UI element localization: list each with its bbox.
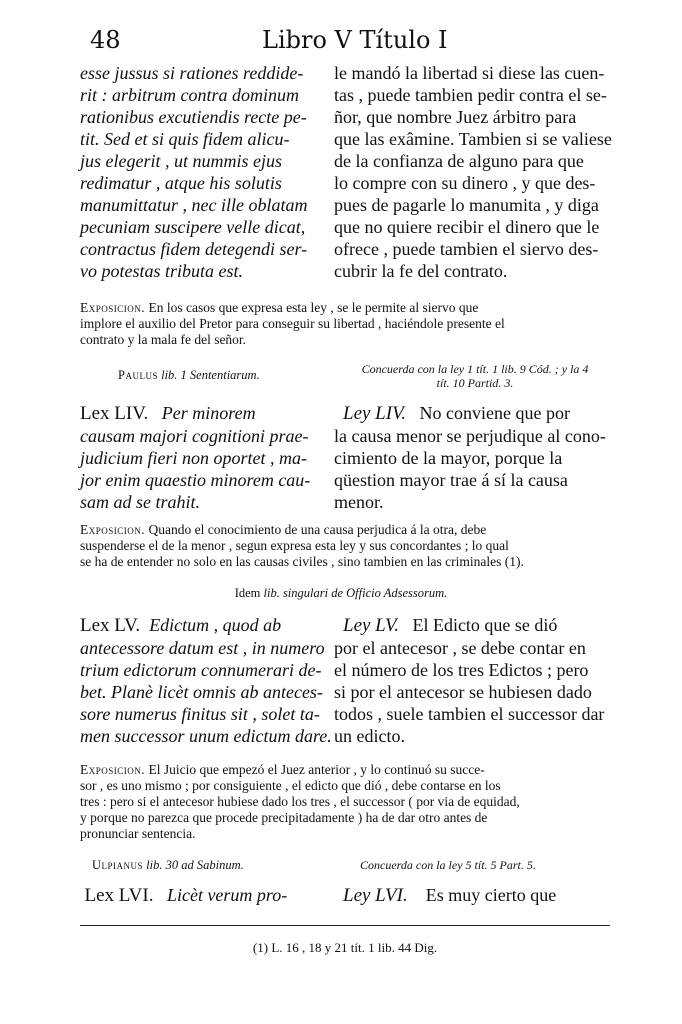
- latin-text-column: [80, 402, 318, 513]
- latin-line: tit. Sed et si quis fidem alicu-: [80, 129, 290, 149]
- lex-number-label: Lex LVI.: [84, 885, 154, 906]
- latin-line: men successor unum edictum dare.: [80, 726, 332, 746]
- spanish-line: que no quiere recibir el dinero que le: [334, 217, 600, 237]
- source-citation: [92, 858, 244, 873]
- exposicion-paragraph: [80, 522, 615, 570]
- source-work: lib. 30 ad Sabinum.: [146, 858, 244, 872]
- spanish-line: Ley LIV. No conviene que por: [343, 403, 570, 424]
- latin-line: manumittatur , nec ille oblatam: [80, 195, 308, 215]
- lex-number-label: Lex LV.: [80, 615, 141, 636]
- spanish-line: qüestion mayor trae á sí la causa: [334, 470, 568, 490]
- footnote-divider: [80, 925, 610, 926]
- source-author: Paulus: [118, 368, 158, 382]
- spanish-line: le mandó la libertad si diese las cuen-: [334, 63, 605, 83]
- exposicion-label: Exposicion.: [80, 522, 146, 537]
- latin-line: trium edictorum connumerari de-: [80, 660, 322, 680]
- exposicion-line: contrato y la mala fe del señor.: [80, 332, 247, 347]
- spanish-line: cubrir la fe del contrato.: [334, 261, 508, 281]
- source-citation: [118, 368, 260, 383]
- exposicion-label: Exposicion.: [80, 762, 146, 777]
- spanish-line: pues de pagarle lo manumita , y diga: [334, 195, 599, 215]
- exposicion-line: Exposicion. El Juicio que empezó el Juez anterior , y lo continuó su succe-: [80, 762, 485, 777]
- concordance-note: [360, 858, 600, 872]
- concordance-note: [330, 362, 620, 390]
- source-author: Idem: [234, 586, 261, 600]
- latin-line: Lex LV. Edictum , quod ab: [80, 615, 282, 636]
- latin-line: redimatur , atque his solutis: [80, 173, 282, 193]
- latin-line: jus elegerit , ut nummis ejus: [80, 151, 282, 171]
- spanish-line: Ley LVI. Es muy cierto que: [343, 885, 557, 906]
- latin-line: sore numerus finitus sit , solet ta-: [80, 704, 320, 724]
- spanish-line: tas , puede tambien pedir contra el se-: [334, 85, 607, 105]
- latin-line: jor enim quaestio minorem cau-: [80, 470, 311, 490]
- latin-line: Lex LIV. Per minorem: [80, 403, 256, 424]
- spanish-line: un edicto.: [334, 726, 405, 746]
- latin-line: antecessore datum est , in numero: [80, 638, 325, 658]
- latin-line: judicium fieri non oportet , ma-: [80, 448, 307, 468]
- exposicion-line: se ha de entender no solo en las causas civiles , sino tambien en las criminales (1).: [80, 554, 524, 569]
- latin-text-column: [80, 614, 332, 747]
- spanish-line: menor.: [334, 492, 384, 512]
- exposicion-line: Exposicion. Quando el conocimiento de una causa perjudica á la otra, debe: [80, 522, 487, 537]
- footnote: (1) L. 16 , 18 y 21 tít. 1 lib. 44 Dig.: [252, 940, 438, 955]
- spanish-line: la causa menor se perjudique al cono-: [334, 426, 606, 446]
- source-work: lib. 1 Sententiarum.: [161, 368, 260, 382]
- exposicion-line: tres : pero si el antecesor hubiese dado los tres , el successor ( por via de equidad,: [80, 794, 520, 809]
- spanish-line: lo compre con su dinero , y que des-: [334, 173, 596, 193]
- exposicion-line: suspenderse el de la menor , segun expresa esta ley y sus concordantes ; lo qual: [80, 538, 509, 553]
- latin-line: rit : arbitrum contra dominum: [80, 85, 300, 105]
- page-header: [80, 22, 615, 56]
- exposicion-paragraph: [80, 762, 615, 842]
- spanish-line: por el antecesor , se debe contar en: [334, 638, 586, 658]
- lex-number-label: Lex LIV.: [80, 403, 149, 424]
- latin-line: vo potestas tributa est.: [80, 261, 243, 281]
- spanish-line: Ley LV. El Edicto que se dió: [343, 615, 558, 636]
- latin-line: contractus fidem detegendi ser-: [80, 239, 308, 259]
- latin-line: pecuniam suscipere velle dicat,: [80, 217, 306, 237]
- latin-line: rationibus excutiendis recte pe-: [80, 107, 307, 127]
- latin-line: sam ad se trahit.: [80, 492, 201, 512]
- spanish-line: ñor, que nombre Juez árbitro para: [334, 107, 577, 127]
- spanish-line: el número de los tres Edictos ; pero: [334, 660, 589, 680]
- exposicion-line: Exposicion. En los casos que expresa esta ley , se le permite al siervo que: [80, 300, 479, 315]
- page-number: 48: [90, 26, 121, 54]
- spanish-line: de la confianza de alguno para que: [334, 151, 584, 171]
- concordance-line: Concuerda con la ley 1 tít. 1 lib. 9 Cód. ; y la 4: [361, 362, 589, 376]
- latin-line: Lex LVI. Licèt verum pro-: [84, 885, 288, 906]
- spanish-line: todos , suele tambien el successor dar: [334, 704, 605, 724]
- concordance-line: tít. 10 Partid. 3.: [436, 376, 514, 390]
- spanish-text-column: [334, 614, 615, 747]
- source-work: lib. singulari de Officio Adsessorum.: [263, 586, 448, 600]
- exposicion-paragraph: [80, 300, 615, 348]
- exposicion-line: sor , es uno mismo ; por consiguiente , el edicto que dió , debe contarse en los: [80, 778, 501, 793]
- latin-text-column: [80, 884, 318, 907]
- latin-text-column: [80, 62, 318, 282]
- ley-number-label: Ley LIV.: [343, 403, 406, 424]
- source-author: Ulpianus: [92, 858, 144, 872]
- source-citation: [0, 586, 682, 601]
- latin-line: causam majori cognitioni prae-: [80, 426, 309, 446]
- exposicion-line: pronunciar sentencia.: [80, 826, 196, 841]
- exposicion-label: Exposicion.: [80, 300, 146, 315]
- spanish-line: ofrece , puede tambien el siervo des-: [334, 239, 599, 259]
- spanish-text-column: [334, 402, 615, 513]
- spanish-text-column: [334, 62, 615, 282]
- spanish-line: si por el antecesor se hubiesen dado: [334, 682, 592, 702]
- latin-line: bet. Planè licèt omnis ab anteces-: [80, 682, 323, 702]
- latin-line: esse jussus si rationes reddide-: [80, 63, 304, 83]
- exposicion-line: y porque no parezca que procede precipitadamente ) ha de dar otro antes de: [80, 810, 488, 825]
- running-title: Libro V Título I: [262, 26, 448, 54]
- spanish-line: que las exâmine. Tambien si se valiese: [334, 129, 612, 149]
- ley-number-label: Ley LVI.: [343, 885, 408, 906]
- spanish-line: cimiento de la mayor, porque la: [334, 448, 563, 468]
- concordance-line: Concuerda con la ley 5 tít. 5 Part. 5.: [360, 858, 536, 872]
- ley-number-label: Ley LV.: [343, 615, 399, 636]
- exposicion-line: implore el auxilio del Pretor para conseguir su libertad , haciéndole presente el: [80, 316, 505, 331]
- spanish-text-column: [334, 884, 615, 907]
